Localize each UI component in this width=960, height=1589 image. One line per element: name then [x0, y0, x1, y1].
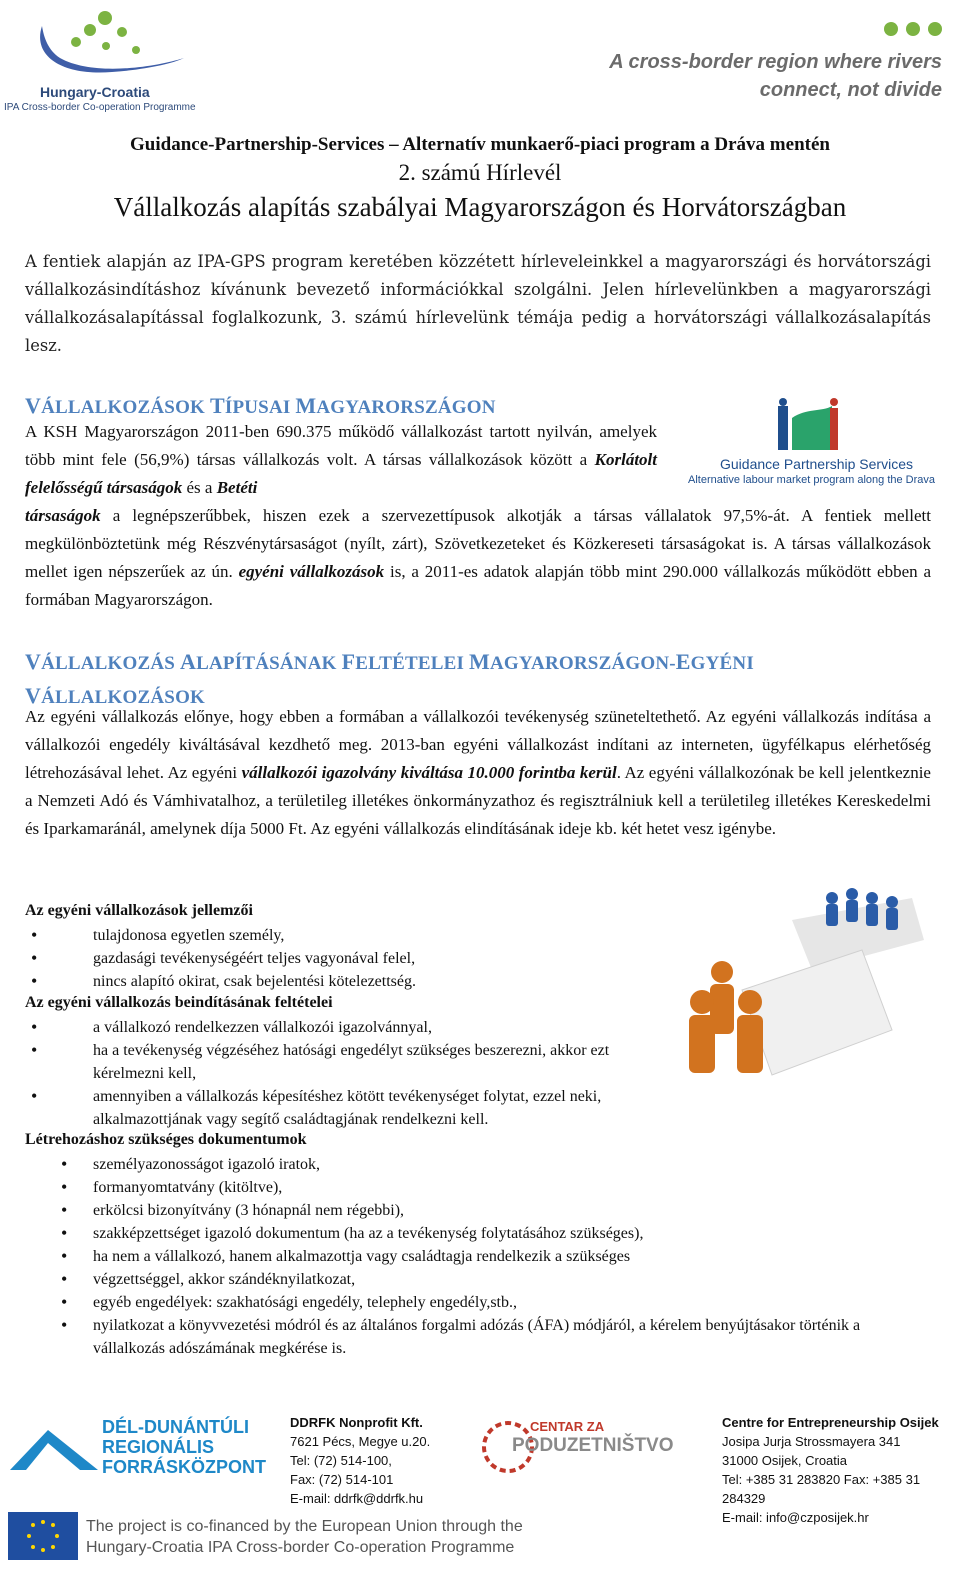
tagline — [609, 48, 942, 104]
gps-logo-name: Guidance Partnership Services — [720, 456, 913, 472]
list-item: • erkölcsi bizonyítvány (3 hónapnál nem régebbi), — [25, 1199, 925, 1222]
ddrfk-logo-text: DÉL-DUNÁNTÚLI REGIONÁLIS FORRÁSKÖZPONT — [102, 1417, 266, 1477]
list-item: • nyilatkozat a könyvvezetési módról és az általános forgalmi adózás (ÁFA) módjáról, a kérelem benyújtásakor történik a vállalkozás adószámának megkérése is. — [25, 1314, 925, 1360]
gps-logo-sub: Alternative labour market program along the Drava — [688, 474, 936, 486]
gps-logo — [688, 398, 938, 493]
list-item: • nincs alapító okirat, csak bejelentési kötelezettség. — [25, 970, 665, 993]
hungary-croatia-logo-mark — [2, 6, 212, 86]
hungary-croatia-logo — [2, 6, 212, 114]
section1-paragraph-b: társaságok a legnépszerűbbek, hiszen ezek a szervezettípusok alkotják a társas vállalatok 97,5%-át. A fentiek mellett megkülönböztetünk még Részvénytársaságot (nyílt, zárt), Szövetkezeteket és Közkereseti társaságokat is. A társas vállalkozások mellet igen népszerűek az ún. egyéni vállalkozások is, a 2011-es adatok alapján több mint 290.000 vállalkozás működött ebben a formában Magyarországon. — [25, 506, 931, 609]
eu-flag-icon — [8, 1512, 78, 1560]
list2-heading: Az egyéni vállalkozás beindításának feltételei — [25, 994, 333, 1011]
intro-paragraph: A fentiek alapján az IPA-GPS program keretében közzétett hírleveleinkkel a magyarországi és horvátországi vállalkozásindításhoz kívánunk bevezető információkkal szolgálni. Jelen hírlevelünkben a magyarországi vállalkozásalapítással foglalkozunk, 3. számú hírlevelünk témája pedig a horvátországi vállalkozásalapítás lesz. — [25, 252, 931, 355]
ddrfk-email[interactable]: E-mail: ddrfk@ddrfk.hu — [290, 1491, 424, 1506]
list3 — [25, 1153, 925, 1360]
list-item: • a vállalkozó rendelkezzen vállalkozói igazolvánnyal, — [25, 1016, 665, 1039]
list1-heading: Az egyéni vállalkozások jellemzői — [25, 902, 253, 919]
tagline-line-2: connect, not divide — [759, 79, 942, 101]
list-item: • gazdasági tevékenységéért teljes vagyonával felel, — [25, 947, 665, 970]
newsletter-title: Vállalkozás alapítás szabályai Magyarországon és Horvátországban — [113, 192, 847, 222]
tagline-line-1: A cross-border region where rivers — [609, 51, 942, 73]
list-item: • formanyomtatvány (kitöltve), — [25, 1176, 925, 1199]
puzzle-people-illustration — [662, 880, 930, 1092]
gps-logo-mark — [688, 398, 938, 456]
list-item: • végzettséggel, akkor szándéknyilatkozat, — [25, 1268, 925, 1291]
logo-title: Hungary-Croatia — [40, 84, 150, 100]
section1-paragraph-a: A KSH Magyarországon 2011-ben 690.375 működő vállalkozást tartott nyilván, amelyek több mint fele (56,9%) társas vállalkozás volt. A társas vállalkozások között a Korlátolt felelősségű társaságok és a Betéti — [25, 422, 657, 497]
mountain-icon — [8, 1425, 100, 1475]
ddrfk-logo — [8, 1415, 268, 1490]
list-item: • amennyiben a vállalkozás képesítéshez kötött tevékenységet folytat, ezzel neki, alkalmazottjának vagy segítő családtagjának rendelkezni kell. — [25, 1085, 665, 1131]
ddrfk-address: DDRFK Nonprofit Kft. 7621 Pécs, Megye u.20. Tel: (72) 514-100, Fax: (72) 514-101 E-mail: ddrfk@ddrfk.hu — [290, 1415, 431, 1506]
section-heading-types: VÁLLALKOZÁSOK TÍPUSAI MAGYARORSZÁGON — [25, 393, 496, 418]
green-dots-icon — [876, 22, 942, 41]
list-item: • szakképzettséget igazoló dokumentum (ha az a tevékenység folytatásához szükséges), — [25, 1222, 925, 1245]
list-item: • egyéb engedélyek: szakhatósági engedély, telephely engedély,stb., — [25, 1291, 925, 1314]
list1 — [25, 924, 665, 993]
czp-logo: CENTAR ZA PODUZETNIŠTVO — [478, 1413, 678, 1483]
list-item: • ha nem a vállalkozó, hanem alkalmazottja vagy családtagja rendelkezik a szükséges — [25, 1245, 925, 1268]
project-title: Guidance-Partnership-Services – Alternatív munkaerő-piaci program a Dráva mentén — [130, 134, 830, 155]
section-heading-conditions: VÁLLALKOZÁS ALAPÍTÁSÁNAK FELTÉTELEI MAGYARORSZÁGON-EGYÉNI VÁLLALKOZÁSOK — [25, 649, 754, 708]
list-item: • tulajdonosa egyetlen személy, — [25, 924, 665, 947]
eu-cofinance-text: The project is co-financed by the European Union through the Hungary-Croatia IPA Cross-border Co-operation Programme — [86, 1518, 523, 1556]
section2-paragraph: Az egyéni vállalkozás előnye, hogy ebben a formában a vállalkozói tevékenység szüneteltethető. Az egyéni vállalkozás indítása a vállalkozói engedély kiváltásával kezdhető meg. 2013-ban egyéni vállalkozást indítani az interneten, ügyfélkapus elérhetőség létrehozásával lehet. Az egyéni vállalkozói igazolvány kiváltása 10.000 forintba kerül. Az egyéni vállalkozónak be kell jelentkeznie a Nemzeti Adó és Vámhivatalhoz, a területileg illetékes önkormányzathoz és regisztrálniuk kell a területileg illetékes Kereskedelmi és Iparkamaránál, amelynek díja 5000 Ft. Az egyéni vállalkozás elindításának ideje kb. két hetet vesz igénybe. — [25, 707, 931, 838]
list-item: • ha a tevékenység végzéséhez hatósági engedélyt szükséges beszerezni, akkor ezt kérelmezni kell, — [25, 1039, 665, 1085]
list2 — [25, 1016, 665, 1131]
czp-address: Centre for Entrepreneurship Osijek Josipa Jurja Strossmayera 341 31000 Osijek, Croatia Tel: +385 31 283820 Fax: +385 31 284329 E-mail: info@czposijek.hr — [722, 1413, 952, 1527]
czp-email[interactable]: E-mail: info@czposijek.hr — [722, 1510, 869, 1525]
logo-subtitle: IPA Cross-border Co-operation Programme — [4, 102, 196, 113]
list3-heading: Létrehozáshoz szükséges dokumentumok — [25, 1131, 307, 1148]
newsletter-number: 2. számú Hírlevél — [398, 160, 562, 185]
list-item: • személyazonosságot igazoló iratok, — [25, 1153, 925, 1176]
